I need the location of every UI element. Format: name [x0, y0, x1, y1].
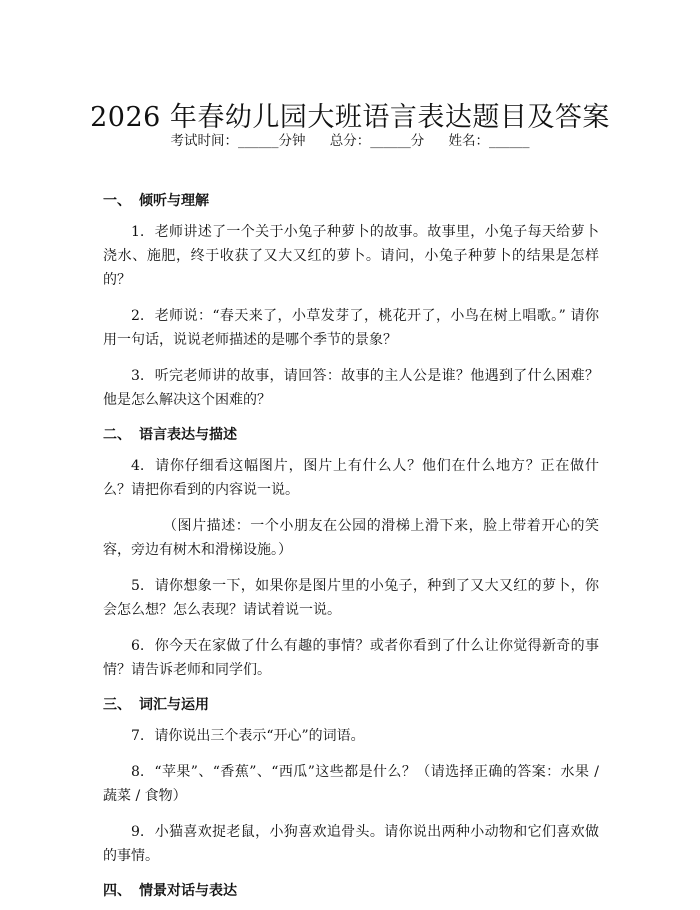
section-heading [103, 694, 599, 716]
section-number: 三、 [103, 697, 131, 713]
question-item [103, 364, 599, 412]
question-item [103, 220, 599, 292]
question-number: 1. [131, 224, 145, 240]
section-title: 词汇与运用 [139, 697, 209, 713]
section-title: 倾听与理解 [139, 193, 209, 209]
question-content [103, 190, 599, 910]
question-text: 请你说出三个表示“开心”的词语。 [154, 728, 365, 744]
page-title: 2026 年春幼儿园大班语言表达题目及答案 [90, 102, 610, 134]
question-item [103, 454, 599, 502]
question-number: 3. [131, 368, 145, 384]
question-number: 7. [131, 728, 145, 744]
question-item [103, 634, 599, 682]
question-item [103, 574, 599, 622]
question-number: 2. [131, 308, 145, 324]
question-item [103, 304, 599, 352]
section-heading [103, 880, 599, 902]
section-title: 情景对话与表达 [139, 883, 237, 899]
image-description-note: （图片描述：一个小朋友在公园的滑梯上滑下来，脸上带着开心的笑容，旁边有树木和滑梯设施。） [103, 518, 599, 558]
question-text: “苹果”、“香蕉”、“西瓜”这些都是什么？（请选择正确的答案：水果 / 蔬菜 / 食物） [103, 764, 599, 804]
question-text: 老师讲述了一个关于小兔子种萝卜的故事。故事里，小兔子每天给萝卜浇水、施肥，终于收获了又大又红的萝卜。请问，小兔子种萝卜的结果是怎样的？ [103, 224, 599, 288]
student-name-field: 姓名：______ [448, 133, 530, 149]
section-heading [103, 190, 599, 212]
exam-time-field: 考试时间：______分钟 [170, 133, 306, 149]
question-number: 4. [131, 458, 145, 474]
question-item [103, 760, 599, 808]
section-number: 四、 [103, 883, 131, 899]
section-number: 二、 [103, 427, 131, 443]
question-text: 请你想象一下，如果你是图片里的小兔子，种到了又大又红的萝卜，你会怎么想？怎么表现？请试着说一说。 [103, 578, 599, 618]
question-item [103, 820, 599, 868]
question-text: 老师说：“春天来了，小草发芽了，桃花开了，小鸟在树上唱歌。” 请你用一句话，说说老师描述的是哪个季节的景象？ [103, 308, 599, 348]
section-title: 语言表达与描述 [139, 427, 237, 443]
question-number: 9. [131, 824, 145, 840]
question-text: 你今天在家做了什么有趣的事情？或者你看到了什么让你觉得新奇的事情？请告诉老师和同学们。 [103, 638, 599, 678]
question-text: 请你仔细看这幅图片，图片上有什么人？他们在什么地方？正在做什么？请把你看到的内容说一说。 [103, 458, 599, 498]
question-number: 6. [131, 638, 145, 654]
question-number: 5. [131, 578, 145, 594]
question-number: 8. [131, 764, 145, 780]
question-text: 小猫喜欢捉老鼠，小狗喜欢追骨头。请你说出两种小动物和它们喜欢做的事情。 [103, 824, 599, 864]
question-item [103, 724, 599, 748]
section-heading [103, 424, 599, 446]
total-score-field: 总分：______分 [329, 133, 425, 149]
section-number: 一、 [103, 193, 131, 209]
exam-meta [0, 131, 700, 151]
question-text: 听完老师讲的故事，请回答：故事的主人公是谁？他遇到了什么困难？他是怎么解决这个困难的？ [103, 368, 599, 408]
